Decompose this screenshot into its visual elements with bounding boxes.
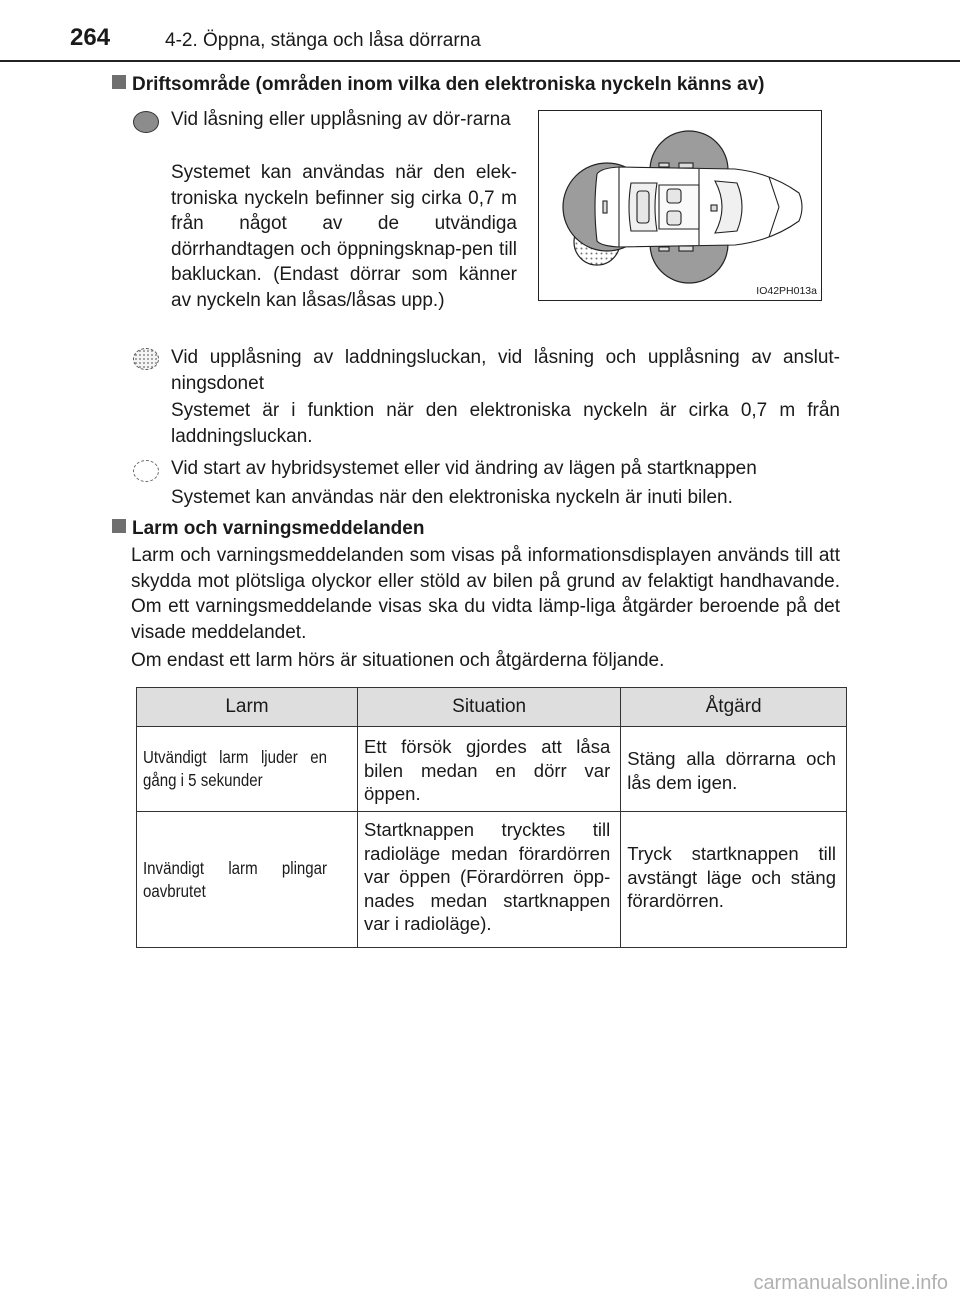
alarm-table <box>136 687 847 948</box>
item2-title: Vid upplåsning av laddningsluckan, vid låsning och upplåsning av anslut-ningsdonet <box>171 347 840 394</box>
table-row <box>137 727 847 812</box>
col-header-atgard: Åtgärd <box>621 688 847 727</box>
header-divider <box>0 60 960 62</box>
item2-body: Systemet är i funktion när den elektroniska nyckeln är cirka 0,7 m från laddningsluckan. <box>171 400 840 447</box>
section-heading-text: Larm och varningsmeddelanden <box>132 518 425 539</box>
page-header <box>0 0 960 62</box>
car-outline <box>595 163 802 251</box>
watermark: carmanualsonline.info <box>753 1272 948 1294</box>
car-detection-diagram <box>539 111 821 300</box>
cell-atgard: Tryck startknappen till avstängt läge och stäng förardörren. <box>627 843 836 911</box>
item1-title: Vid låsning eller upplåsning av dör-rarna <box>171 109 511 130</box>
figure-code: IO42PH013a <box>756 285 817 297</box>
cell-larm: Utvändigt larm ljuder en gång i 5 sekunder <box>143 747 328 790</box>
alarms-intro: Om endast ett larm hörs är situationen och åtgärderna följande. <box>131 650 665 671</box>
section-heading-operating-range <box>112 74 765 96</box>
col-header-larm: Larm <box>137 688 358 727</box>
zone-solid-gray-icon <box>133 111 159 133</box>
cell-larm: Invändigt larm plingar oavbrutet <box>143 857 328 901</box>
col-header-situation: Situation <box>358 688 621 727</box>
zone-dotted-icon <box>133 348 159 370</box>
cell-atgard: Stäng alla dörrarna och lås dem igen. <box>627 748 836 793</box>
item3-title: Vid start av hybridsystemet eller vid ändring av lägen på startknappen <box>171 458 757 479</box>
table-header-row <box>137 688 847 727</box>
item1-body: Systemet kan användas när den elek-troniska nyckeln befinner sig cirka 0,7 m från något av de utvändiga dörrhandtagen och öppningsknap-pen till bakluckan. (Endast dörrar som känner av nyckeln kan låsas/låsas upp.) <box>171 162 517 311</box>
bullet-square-icon <box>112 519 126 533</box>
chapter-title: 4-2. Öppna, stänga och låsa dörrarna <box>165 30 481 51</box>
zone-blank-icon <box>133 460 159 482</box>
page-number: 264 <box>70 24 111 51</box>
section-heading-alarms <box>112 518 424 540</box>
item3-body: Systemet kan användas när den elektroniska nyckeln är inuti bilen. <box>171 487 733 508</box>
alarms-paragraph: Larm och varningsmeddelanden som visas på informationsdisplayen används till att skydda mot plötsliga olyckor eller stöld av bilen på grund av felaktigt handhavande. Om ett varningsmeddelande visas ska du vidta lämp-liga åtgärder beroende på det visade meddelandet. <box>131 545 840 643</box>
cell-situation: Startknappen trycktes till radioläge medan förardörren var öppen (Förardörren öpp-nades medan startknappen var i radioläge). <box>364 819 611 934</box>
table-row <box>137 812 847 948</box>
bullet-square-icon <box>112 75 126 89</box>
detection-range-figure <box>538 110 822 301</box>
cell-situation: Ett försök gjordes att låsa bilen medan en dörr var öppen. <box>364 736 611 804</box>
section-heading-text: Driftsområde (områden inom vilka den elektroniska nyckeln känns av) <box>132 74 765 95</box>
